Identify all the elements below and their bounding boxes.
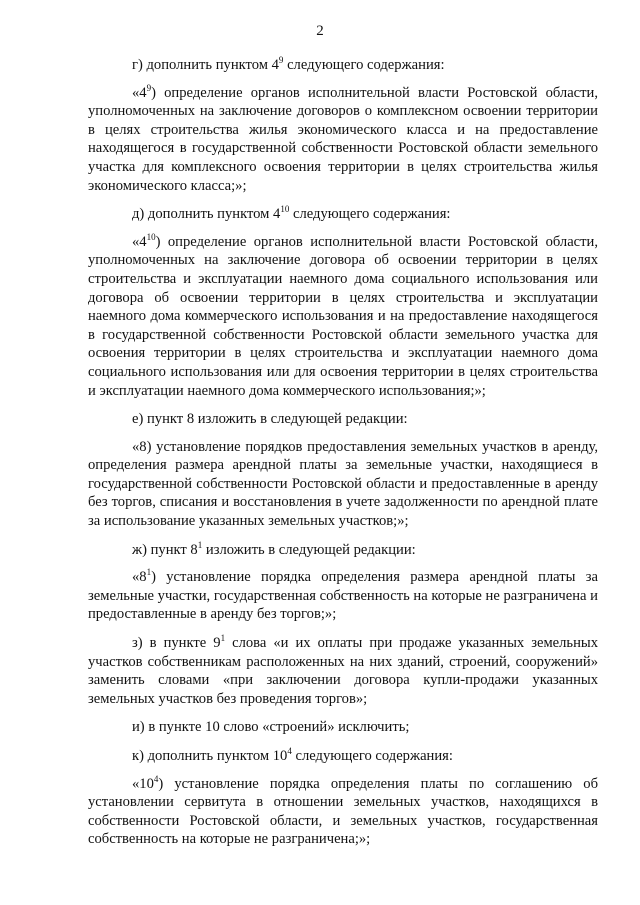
paragraph: г) дополнить пунктом $4^9$ следующего содержания:	[132, 55, 445, 73]
paragraph: к) дополнить пунктом $10^4$ следующего содержания:	[132, 746, 453, 764]
document-body	[88, 56, 598, 849]
paragraph: д) дополнить пунктом $4^{10}$ следующего содержания:	[132, 204, 451, 223]
page-number: 2	[316, 23, 324, 39]
paragraph: «8) установление порядков предоставления земельных участков в аренду, определения размера арендной платы за земельные участки, находящиеся в государственной собственности Ростовской области и предоставленные в аренду без торгов, списания и восстановления в учете задолженности по арендной плате за использование указанных земельных участков;»;	[88, 438, 598, 530]
paragraph: «$8^1$) установление порядка определения размера арендной платы за земельные участки, государственная собственность на которые не разграничена и предоставленные в аренду без торгов;»;	[88, 567, 598, 623]
paragraph: и) в пункте 10 слово «строений» исключить;	[132, 719, 410, 736]
paragraph: ж) пункт $8^1$ изложить в следующей редакции:	[132, 539, 416, 558]
paragraph: «$10^4$) установление порядка определения платы по соглашению об установлении сервитута в отношении земельных участков, находящихся в собственности Ростовской области, и земельных участков, государственная собственность на которые не разграничена;»;	[88, 773, 598, 848]
paragraph: «$4^9$) определение органов исполнительной власти Ростовской области, уполномоченных на заключение договоров о комплексном освоении территории в целях строительства жилья экономического класса и на предоставление находящегося в государственной собственности Ростовской области земельного участка для комплексного освоения территории в целях строительства жилья экономического класса;»;	[88, 82, 598, 194]
paragraph: з) в пункте $9^1$ слова «и их оплаты при продаже указанных земельных участков собственникам расположенных на них зданий, строений, сооружений» заменить словами «при заключении договора купли-продажи указанных земельных участков без проведения торгов»;	[88, 633, 599, 707]
paragraph: «$4^{10}$) определение органов исполнительной власти Ростовской области, уполномоченных на заключение договора об освоении территории в целях строительства и эксплуатации наемного дома социального использования или договора об освоении территории в целях строительства и эксплуатации наемного дома коммерческого использования и на предоставление находящегося в государственной собственности Ростовской области земельного участка для освоения территории в целях строительства и эксплуатации наемного дома социального использования или для освоения территории в целях строительства и эксплуатации наемного дома коммерческого использования;»;	[88, 231, 598, 399]
paragraph: е) пункт 8 изложить в следующей редакции:	[132, 411, 408, 428]
